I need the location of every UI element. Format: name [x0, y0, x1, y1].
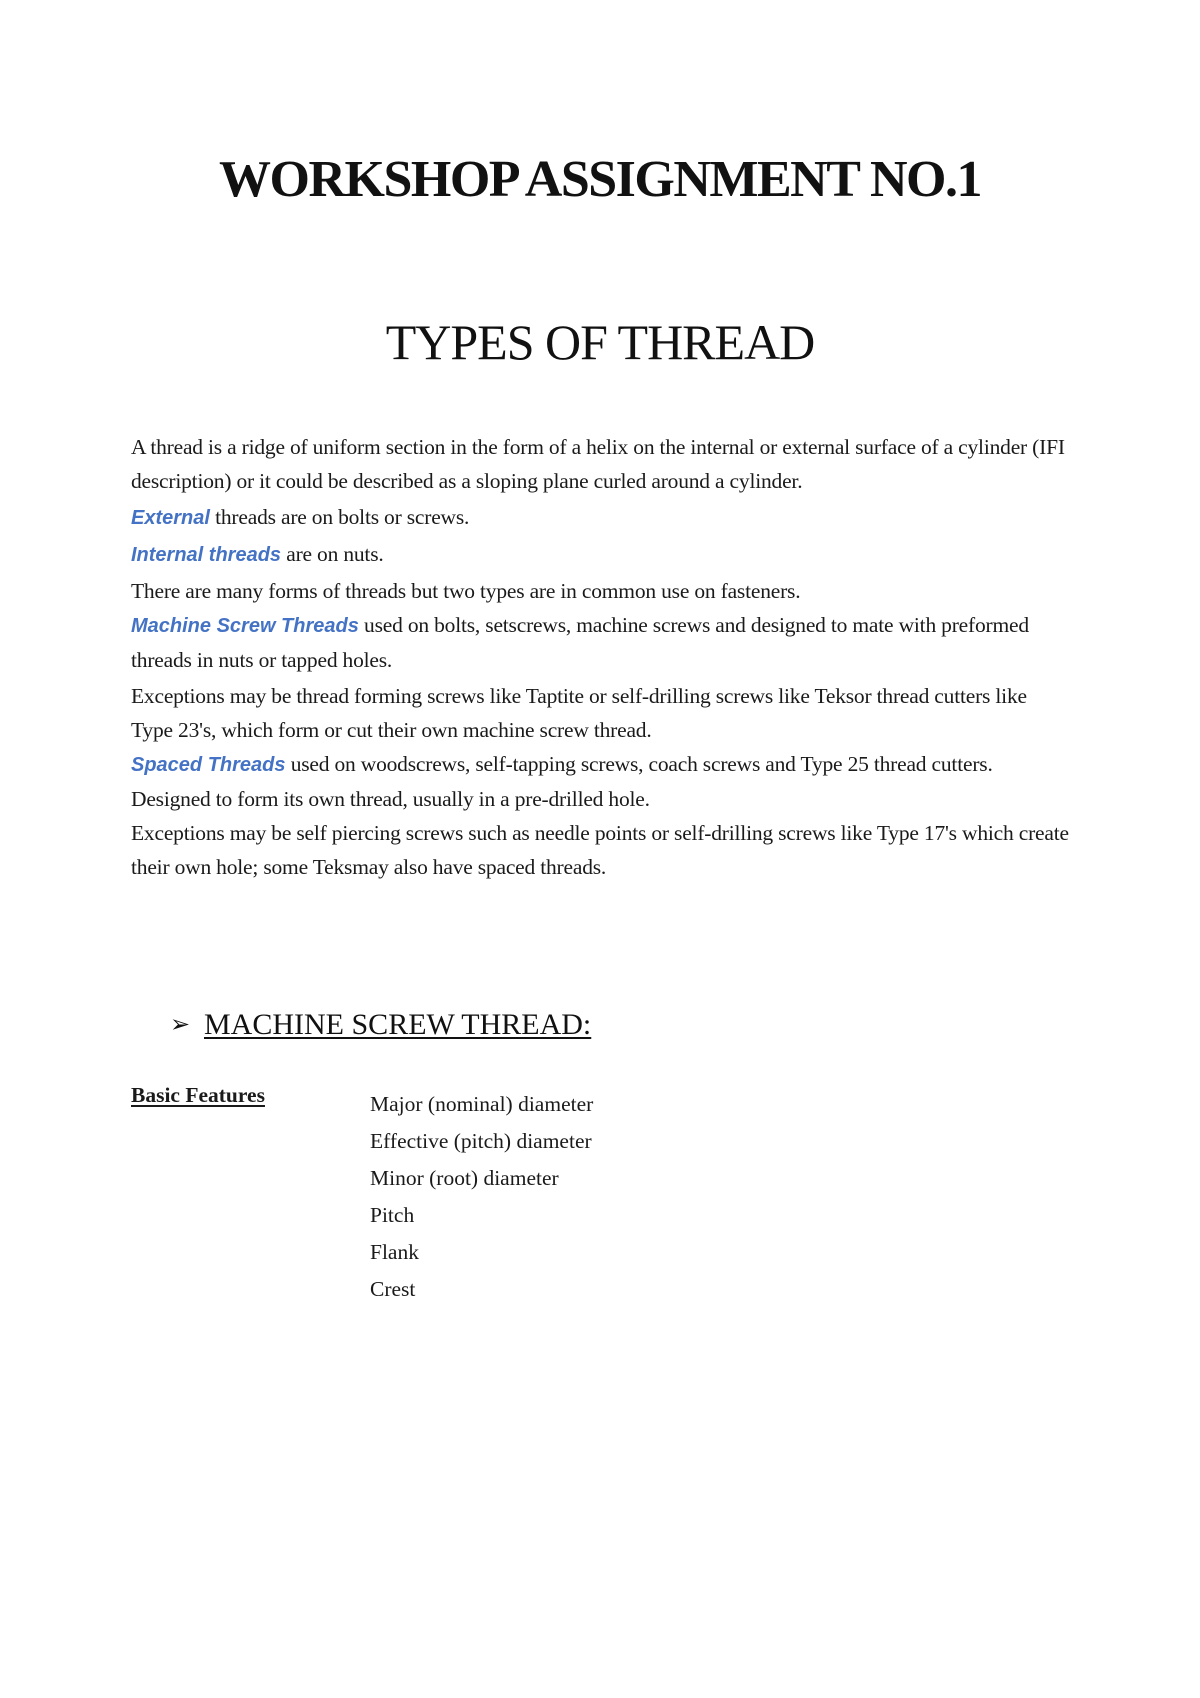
section-heading: [170, 1004, 591, 1045]
document-subtitle: TYPES OF THREAD: [385, 314, 815, 370]
arrowhead-bullet-icon: ➢: [170, 1010, 191, 1038]
external-text: threads are on bolts or screws.: [209, 505, 470, 529]
external-paragraph: [131, 500, 1071, 535]
features-label: Basic Features: [131, 1083, 265, 1107]
document-title: WORKSHOP ASSIGNMENT NO.1: [219, 151, 981, 208]
internal-paragraph: [131, 537, 1071, 572]
exceptions-paragraph-1: Exceptions may be thread forming screws like Taptite or self-drilling screws like Teksor thread cutters like Type 23's, which form or cut their own machine screw thread.: [131, 684, 1027, 742]
exceptions-paragraph-2: Exceptions may be self piercing screws such as needle points or self-drilling screws like Type 17's which create their own hole; some Teksmay also have spaced threads.: [131, 821, 1069, 879]
body-text: [131, 430, 1071, 884]
machine-paragraph: [131, 608, 1071, 677]
features-list: [370, 1086, 593, 1308]
internal-term: Internal threads: [131, 544, 282, 566]
forms-paragraph: There are many forms of threads but two types are in common use on fasteners.: [131, 579, 801, 603]
internal-text: are on nuts.: [281, 542, 384, 566]
feature-item: Major (nominal) diameter: [370, 1092, 594, 1116]
spaced-paragraph: [131, 747, 1071, 816]
feature-item: Crest: [370, 1277, 416, 1301]
feature-item: Pitch: [370, 1203, 415, 1227]
spaced-term: Spaced Threads: [131, 754, 286, 776]
feature-item: Effective (pitch) diameter: [370, 1129, 592, 1153]
section-heading-text: MACHINE SCREW THREAD:: [204, 1008, 592, 1041]
spaced-text: used on woodscrews, self-tapping screws, coach screws and Type 25 thread cutters. Designed to form its own thread, usually in a pre-drilled hole.: [131, 752, 993, 811]
machine-text: used on bolts, setscrews, machine screws and designed to mate with preformed threads in nuts or tapped holes.: [131, 613, 1029, 672]
machine-term: Machine Screw Threads: [131, 615, 359, 637]
intro-paragraph: A thread is a ridge of uniform section in the form of a helix on the internal or external surface of a cylinder (IFI description) or it could be described as a sloping plane curled around a cylinder.: [131, 435, 1065, 493]
feature-item: Minor (root) diameter: [370, 1166, 559, 1190]
feature-item: Flank: [370, 1240, 419, 1264]
external-term: External: [131, 507, 210, 529]
